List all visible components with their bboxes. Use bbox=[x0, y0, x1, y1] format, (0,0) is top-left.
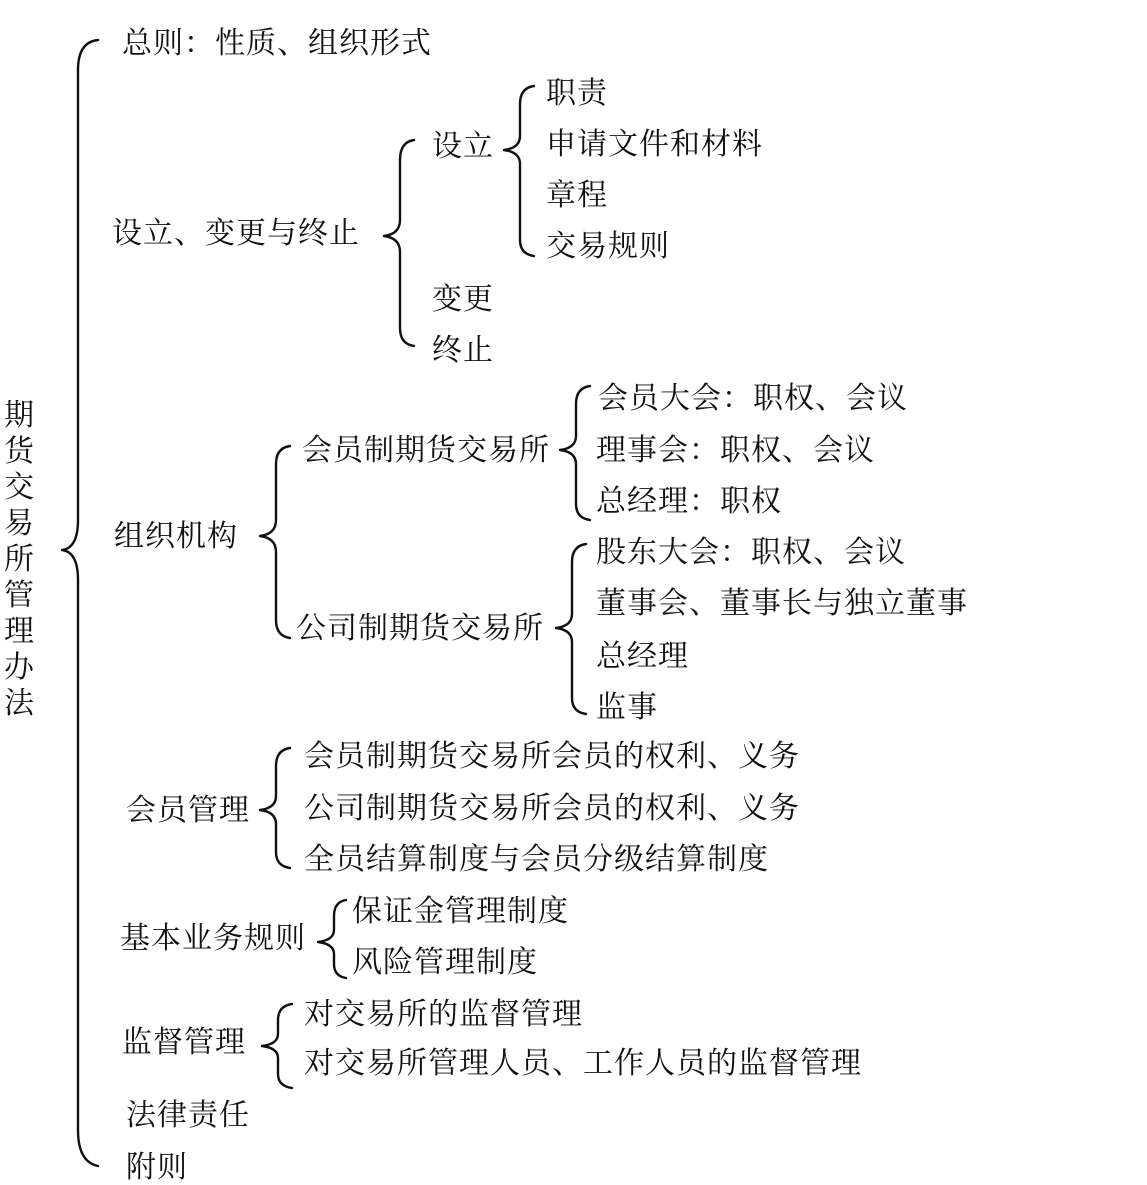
supervision-brace bbox=[262, 1004, 292, 1088]
node-setup-item-1: 申请文件和材料 bbox=[546, 127, 763, 162]
member-mgmt-brace bbox=[260, 748, 290, 868]
node-appendix: 附则 bbox=[126, 1150, 188, 1185]
node-supervision-item-0: 对交易所的监督管理 bbox=[304, 997, 583, 1032]
node-supervision: 监督管理 bbox=[122, 1025, 246, 1060]
node-company-item-1: 董事会、董事长与独立董事 bbox=[596, 586, 968, 621]
node-member-item-0: 会员大会：职权、会议 bbox=[598, 381, 908, 416]
node-company-item-2: 总经理 bbox=[596, 639, 689, 674]
node-member-mgmt-item-1: 公司制期货交易所会员的权利、义务 bbox=[304, 791, 800, 826]
node-general: 总则：性质、组织形式 bbox=[122, 26, 432, 61]
node-member-item-1: 理事会：职权、会议 bbox=[596, 433, 875, 468]
node-supervision-item-1: 对交易所管理人员、工作人员的监督管理 bbox=[304, 1046, 862, 1081]
root-brace bbox=[62, 40, 98, 1166]
node-member-mgmt: 会员管理 bbox=[126, 793, 250, 828]
org-brace bbox=[260, 446, 290, 638]
node-company-exchange: 公司制期货交易所 bbox=[296, 611, 544, 646]
node-business-rules: 基本业务规则 bbox=[120, 921, 306, 956]
setup-brace bbox=[504, 86, 534, 256]
establish-brace bbox=[384, 140, 414, 346]
company-exchange-brace bbox=[556, 544, 586, 714]
node-terminate: 终止 bbox=[432, 333, 494, 368]
node-setup-item-2: 章程 bbox=[546, 178, 608, 213]
node-company-item-3: 监事 bbox=[596, 690, 658, 725]
node-member-mgmt-item-2: 全员结算制度与会员分级结算制度 bbox=[304, 842, 769, 877]
node-setup-item-0: 职责 bbox=[546, 76, 608, 111]
node-establish: 设立、变更与终止 bbox=[112, 216, 360, 251]
root-title: 期货交易所管理办法 bbox=[4, 398, 34, 721]
business-rules-brace bbox=[318, 900, 346, 978]
node-change: 变更 bbox=[432, 282, 494, 317]
node-org: 组织机构 bbox=[114, 519, 238, 554]
member-exchange-brace bbox=[560, 386, 590, 520]
node-business-rules-item-0: 保证金管理制度 bbox=[352, 894, 569, 929]
node-member-exchange: 会员制期货交易所 bbox=[302, 433, 550, 468]
node-setup-item-3: 交易规则 bbox=[546, 229, 670, 264]
node-company-item-0: 股东大会：职权、会议 bbox=[596, 535, 906, 570]
node-member-mgmt-item-0: 会员制期货交易所会员的权利、义务 bbox=[304, 739, 800, 774]
node-member-item-2: 总经理：职权 bbox=[596, 484, 782, 519]
node-setup: 设立 bbox=[432, 129, 494, 164]
node-business-rules-item-1: 风险管理制度 bbox=[352, 945, 538, 980]
node-legal: 法律责任 bbox=[126, 1098, 250, 1133]
